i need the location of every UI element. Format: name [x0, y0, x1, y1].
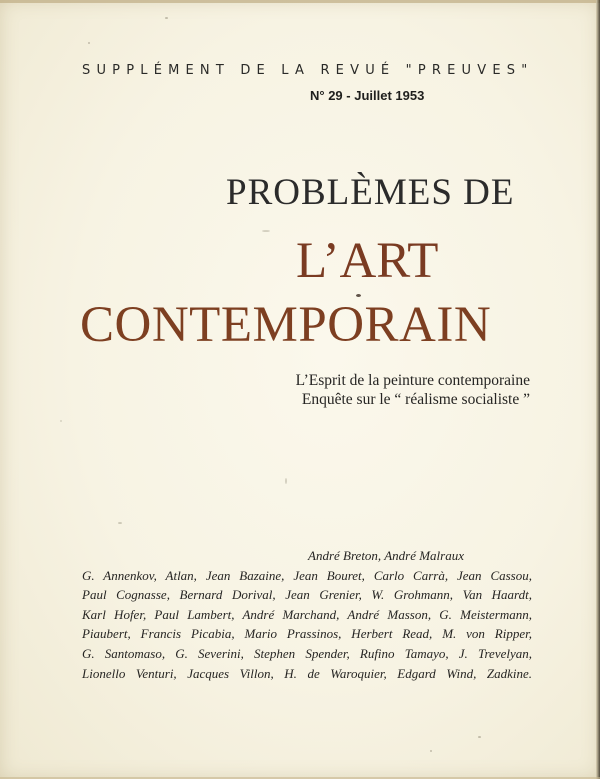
subtitle-block — [230, 371, 530, 409]
lead-contributors: André Breton, André Malraux — [308, 548, 464, 563]
paper-edge-top — [0, 0, 600, 3]
paper-speck — [356, 294, 361, 297]
paper-speck — [165, 17, 168, 19]
contributor-line: G. Santomaso, G. Severini, Stephen Spender, Rufino Tamayo, J. Trevelyan, — [82, 645, 532, 661]
title-line-1: PROBLÈMES DE — [226, 172, 515, 213]
paper-speck — [430, 750, 432, 752]
paper-speck — [478, 736, 481, 738]
contributor-line: Piaubert, Francis Picabia, Mario Prassinos, Herbert Read, M. von Ripper, — [82, 626, 532, 642]
subtitle-line-2: Enquête sur le “ réalisme socialiste ” — [301, 391, 530, 408]
subtitle-line-1: L’Esprit de la peinture contemporaine — [295, 372, 530, 389]
paper-speck — [118, 522, 122, 524]
paper-speck — [88, 42, 90, 44]
title-line-2: L’ART — [296, 233, 439, 289]
contributors-list — [82, 546, 532, 683]
contributor-line: G. Annenkov, Atlan, Jean Bazaine, Jean Bouret, Carlo Carrà, Jean Cassou, — [82, 567, 532, 583]
contributor-line: Karl Hofer, Paul Lambert, André Marchand, André Masson, G. Meistermann, — [82, 606, 532, 622]
paper-speck — [285, 478, 287, 484]
paper-speck — [60, 420, 62, 422]
contributor-line: Lionello Venturi, Jacques Villon, H. de Waroquier, Edgard Wind, Zadkine. — [82, 665, 532, 681]
contributor-line: Paul Cognasse, Bernard Dorival, Jean Grenier, W. Grohmann, Van Haardt, — [82, 587, 532, 603]
title-line-3: CONTEMPORAIN — [80, 297, 492, 353]
paper-edge-right — [596, 0, 600, 779]
paper-speck — [262, 230, 270, 232]
issue-number: N° 29 - Juillet 1953 — [310, 88, 425, 103]
supplement-heading: SUPPLÉMENT DE LA REVUÉ "PREUVES" — [82, 63, 534, 78]
